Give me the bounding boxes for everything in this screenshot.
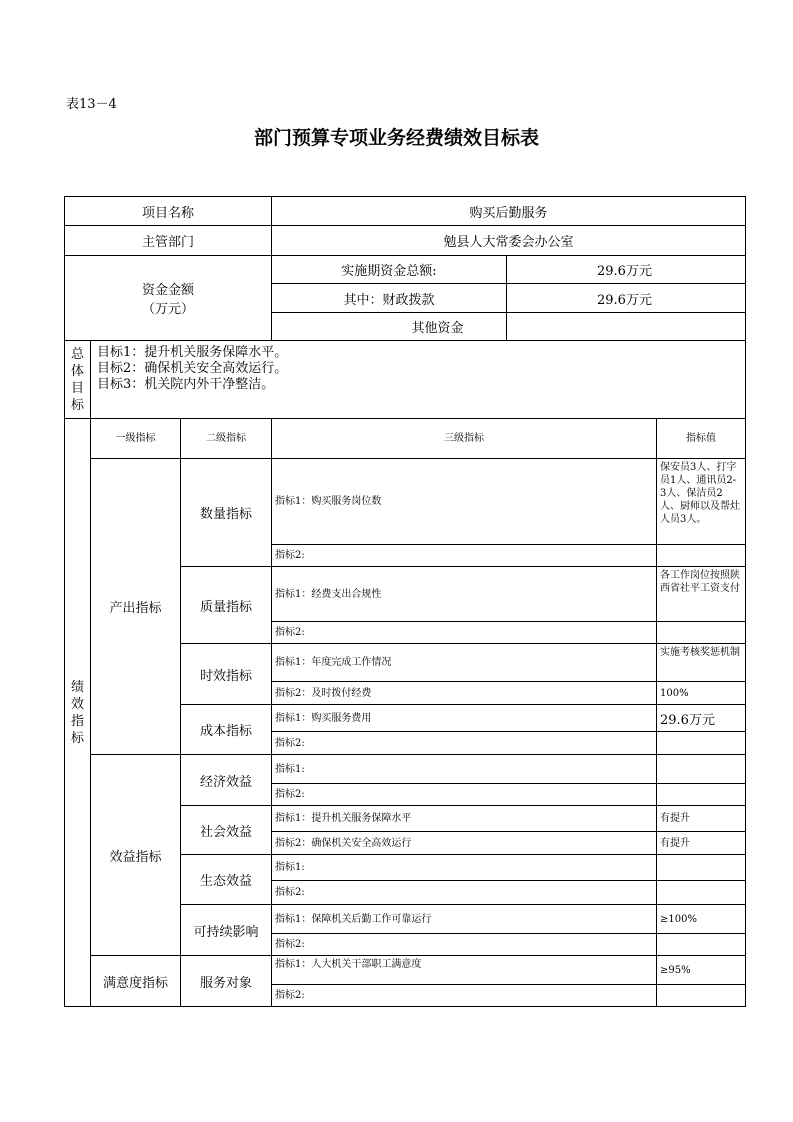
- header-value: 指标值: [657, 419, 746, 459]
- funds-label-line1: 资金金额: [141, 283, 194, 298]
- goal-2: 目标2：确保机关安全高效运行。: [97, 361, 288, 376]
- goal-3: 目标3：机关院内外干净整洁。: [97, 377, 275, 392]
- indicator-value: 实施考核奖惩机制: [657, 644, 746, 682]
- level2-indicator: 质量指标: [181, 567, 272, 644]
- level3-indicator: 指标2：确保机关安全高效运行: [272, 832, 657, 855]
- indicator-value: ≥100%: [657, 905, 746, 934]
- funds-total-value: 29.6万元: [507, 256, 746, 284]
- performance-table: [64, 196, 746, 1007]
- page-title: 部门预算专项业务经费绩效目标表: [253, 127, 539, 149]
- level3-indicator: 指标2:: [272, 784, 657, 806]
- indicator-value: [657, 545, 746, 567]
- funds-label-line2: （万元）: [141, 302, 194, 317]
- project-name-label: 项目名称: [65, 197, 272, 226]
- funds-fiscal-label: 其中：财政拨款: [272, 284, 507, 313]
- level1-indicator: 效益指标: [91, 755, 181, 956]
- indicators-side-label: 绩 效 指 标: [65, 419, 91, 1007]
- level3-indicator: 指标1：经费支出合规性: [272, 567, 657, 622]
- indicator-value: [657, 784, 746, 806]
- indicator-value: ≥95%: [657, 956, 746, 985]
- level3-indicator: 指标1：提升机关服务保障水平: [272, 806, 657, 832]
- indicator-value: [657, 622, 746, 644]
- indicator-value: 有提升: [657, 806, 746, 832]
- level3-indicator: 指标1：购买服务费用: [272, 705, 657, 732]
- level2-indicator: 可持续影响: [181, 905, 272, 956]
- level3-indicator: 指标1：保障机关后勤工作可靠运行: [272, 905, 657, 934]
- indicator-value: [657, 934, 746, 956]
- header-level1: 一级指标: [91, 419, 181, 459]
- indicator-value: 100%: [657, 682, 746, 705]
- level2-indicator: 生态效益: [181, 855, 272, 905]
- indicator-value: [657, 755, 746, 784]
- indicator-value: 29.6万元: [657, 705, 746, 732]
- overall-goal-side-label: 总 体 目 标: [65, 341, 91, 419]
- level1-indicator: 满意度指标: [91, 956, 181, 1007]
- level3-indicator: 指标2：及时拨付经费: [272, 682, 657, 705]
- level2-indicator: 数量指标: [181, 459, 272, 567]
- indicator-value: 各工作岗位按照陕西省社平工资支付: [657, 567, 746, 622]
- level3-indicator: 指标2:: [272, 934, 657, 956]
- funds-total-label: 实施期资金总额:: [272, 256, 507, 284]
- table-row: [65, 956, 746, 985]
- level2-indicator: 时效指标: [181, 644, 272, 705]
- funds-other-label: 其他资金: [272, 313, 507, 341]
- header-level2: 二级指标: [181, 419, 272, 459]
- level3-indicator: 指标2:: [272, 545, 657, 567]
- indicator-value: [657, 985, 746, 1007]
- level3-indicator: 指标1：年度完成工作情况: [272, 644, 657, 682]
- level3-indicator: 指标1:: [272, 755, 657, 784]
- level2-indicator: 经济效益: [181, 755, 272, 806]
- funds-fiscal-value: 29.6万元: [507, 284, 746, 313]
- level2-indicator: 成本指标: [181, 705, 272, 755]
- table-number: 表13－4: [66, 97, 117, 112]
- level3-indicator: 指标1：购买服务岗位数: [272, 459, 657, 545]
- level3-indicator: 指标2:: [272, 881, 657, 905]
- level3-indicator: 指标1:: [272, 855, 657, 881]
- department-value: 勉县人大常委会办公室: [272, 226, 746, 256]
- indicator-value: [657, 855, 746, 881]
- level3-indicator: 指标2:: [272, 622, 657, 644]
- indicator-value: 有提升: [657, 832, 746, 855]
- project-name-value: 购买后勤服务: [272, 197, 746, 226]
- level1-indicator: 产出指标: [91, 459, 181, 755]
- overall-goals: [91, 341, 746, 419]
- level2-indicator: 服务对象: [181, 956, 272, 1007]
- indicator-value: [657, 881, 746, 905]
- level2-indicator: 社会效益: [181, 806, 272, 855]
- table-row: [65, 459, 746, 545]
- table-row: [65, 755, 746, 784]
- department-label: 主管部门: [65, 226, 272, 256]
- indicator-value: [657, 732, 746, 755]
- funds-other-value: [507, 313, 746, 341]
- funds-label: [65, 256, 272, 341]
- level3-indicator: 指标2:: [272, 985, 657, 1007]
- level3-indicator: 指标2:: [272, 732, 657, 755]
- level3-indicator: 指标1：人大机关干部职工满意度: [272, 956, 657, 985]
- header-level3: 三级指标: [272, 419, 657, 459]
- indicator-value: 保安员3人、打字员1人、通讯员2-3人、保洁员2人、厨师以及帮灶人员3人。: [657, 459, 746, 545]
- goal-1: 目标1：提升机关服务保障水平。: [97, 345, 288, 360]
